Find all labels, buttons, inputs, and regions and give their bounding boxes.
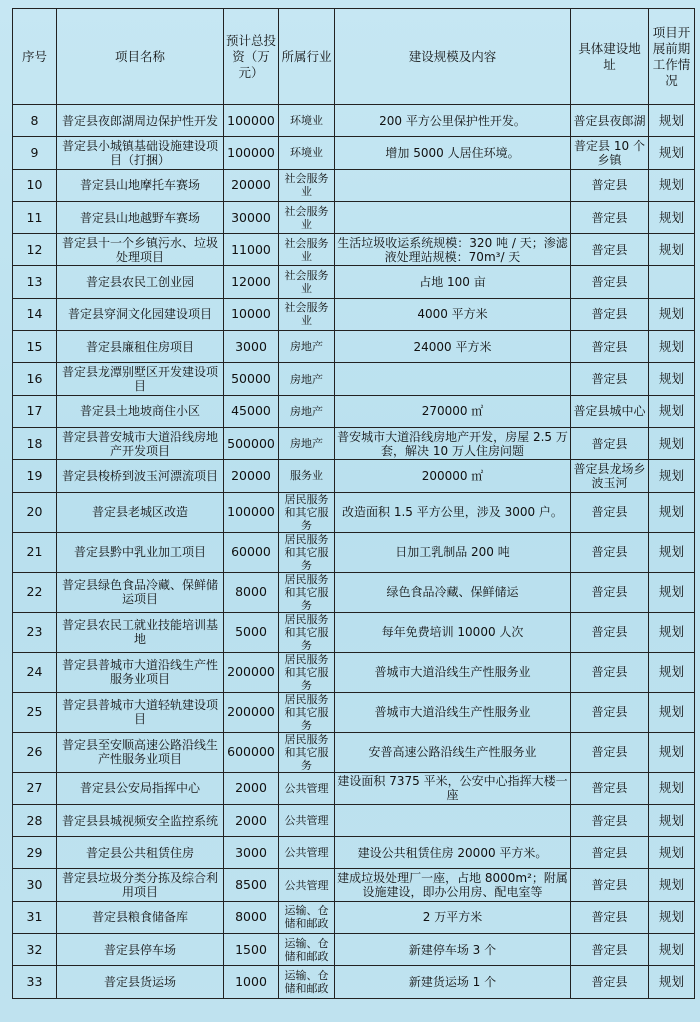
cell-seq: 8 <box>13 105 57 137</box>
cell-status: 规划 <box>649 201 695 233</box>
cell-name: 普定县黔中乳业加工项目 <box>57 532 224 572</box>
cell-name: 普定县夜郎湖周边保护性开发 <box>57 105 224 137</box>
cell-scope: 建设面积 7375 平米，公安中心指挥大楼一座 <box>335 772 571 804</box>
cell-industry: 服务业 <box>279 460 335 492</box>
cell-investment: 100000 <box>224 492 279 532</box>
header-location: 具体建设地址 <box>571 9 649 105</box>
cell-status: 规划 <box>649 869 695 901</box>
cell-name: 普定县农民工就业技能培训基地 <box>57 612 224 652</box>
cell-status: 规划 <box>649 692 695 732</box>
cell-location: 普定县 10 个乡镇 <box>571 137 649 169</box>
cell-location: 普定县 <box>571 692 649 732</box>
cell-name: 普定县普城市大道沿线生产性服务业项目 <box>57 652 224 692</box>
cell-scope: 270000 ㎡ <box>335 395 571 427</box>
cell-location: 普定县 <box>571 427 649 459</box>
cell-seq: 16 <box>13 363 57 395</box>
table-row <box>13 837 695 869</box>
cell-status: 规划 <box>649 105 695 137</box>
cell-industry: 居民服务和其它服务 <box>279 692 335 732</box>
cell-location: 普定县 <box>571 804 649 836</box>
cell-location: 普定县 <box>571 169 649 201</box>
table-row <box>13 266 695 298</box>
cell-name: 普定县农民工创业园 <box>57 266 224 298</box>
cell-seq: 26 <box>13 732 57 772</box>
cell-industry: 社会服务业 <box>279 298 335 330</box>
cell-status: 规划 <box>649 732 695 772</box>
cell-location: 普定县 <box>571 201 649 233</box>
cell-industry: 公共管理 <box>279 772 335 804</box>
cell-industry: 社会服务业 <box>279 169 335 201</box>
cell-location: 普定县 <box>571 492 649 532</box>
cell-investment: 200000 <box>224 692 279 732</box>
cell-name: 普定县廉租住房项目 <box>57 331 224 363</box>
cell-name: 普定县山地摩托车赛场 <box>57 169 224 201</box>
cell-scope: 普城市大道沿线生产性服务业 <box>335 652 571 692</box>
cell-scope: 安普高速公路沿线生产性服务业 <box>335 732 571 772</box>
cell-seq: 14 <box>13 298 57 330</box>
cell-investment: 60000 <box>224 532 279 572</box>
table-row <box>13 395 695 427</box>
cell-location: 普定县 <box>571 901 649 933</box>
cell-location: 普定县 <box>571 934 649 966</box>
cell-seq: 30 <box>13 869 57 901</box>
cell-investment: 20000 <box>224 460 279 492</box>
cell-industry: 社会服务业 <box>279 234 335 266</box>
cell-status: 规划 <box>649 966 695 998</box>
table-row <box>13 572 695 612</box>
cell-seq: 29 <box>13 837 57 869</box>
cell-industry: 房地产 <box>279 363 335 395</box>
cell-scope <box>335 804 571 836</box>
cell-name: 普定县龙潭别墅区开发建设项目 <box>57 363 224 395</box>
cell-name: 普定县县城视频安全监控系统 <box>57 804 224 836</box>
cell-industry: 居民服务和其它服务 <box>279 572 335 612</box>
cell-industry: 环境业 <box>279 105 335 137</box>
cell-status: 规划 <box>649 234 695 266</box>
cell-investment: 200000 <box>224 652 279 692</box>
cell-name: 普定县普安城市大道沿线房地产开发项目 <box>57 427 224 459</box>
cell-name: 普定县老城区改造 <box>57 492 224 532</box>
cell-investment: 8500 <box>224 869 279 901</box>
cell-status: 规划 <box>649 652 695 692</box>
cell-scope: 绿色食品冷藏、保鲜储运 <box>335 572 571 612</box>
cell-status: 规划 <box>649 460 695 492</box>
header-investment: 预计总投资（万元） <box>224 9 279 105</box>
cell-location: 普定县 <box>571 298 649 330</box>
cell-industry: 居民服务和其它服务 <box>279 532 335 572</box>
cell-status: 规划 <box>649 427 695 459</box>
cell-investment: 12000 <box>224 266 279 298</box>
cell-industry: 环境业 <box>279 137 335 169</box>
cell-scope <box>335 169 571 201</box>
cell-location: 普定县 <box>571 966 649 998</box>
cell-location: 普定县 <box>571 732 649 772</box>
cell-status: 规划 <box>649 934 695 966</box>
cell-scope <box>335 363 571 395</box>
table-row <box>13 137 695 169</box>
cell-seq: 18 <box>13 427 57 459</box>
cell-scope: 200 平方公里保护性开发。 <box>335 105 571 137</box>
cell-seq: 24 <box>13 652 57 692</box>
cell-seq: 27 <box>13 772 57 804</box>
header-industry: 所属行业 <box>279 9 335 105</box>
cell-industry: 公共管理 <box>279 804 335 836</box>
table-row <box>13 692 695 732</box>
cell-location: 普定县城中心 <box>571 395 649 427</box>
cell-status: 规划 <box>649 901 695 933</box>
cell-seq: 23 <box>13 612 57 652</box>
cell-location: 普定县 <box>571 772 649 804</box>
table-row <box>13 612 695 652</box>
cell-seq: 31 <box>13 901 57 933</box>
cell-status: 规划 <box>649 804 695 836</box>
project-table <box>12 8 695 999</box>
cell-seq: 28 <box>13 804 57 836</box>
cell-scope: 普城市大道沿线生产性服务业 <box>335 692 571 732</box>
header-name: 项目名称 <box>57 9 224 105</box>
table-row <box>13 363 695 395</box>
cell-investment: 2000 <box>224 772 279 804</box>
cell-seq: 10 <box>13 169 57 201</box>
cell-industry: 居民服务和其它服务 <box>279 732 335 772</box>
table-row <box>13 298 695 330</box>
table-row <box>13 169 695 201</box>
cell-investment: 100000 <box>224 137 279 169</box>
cell-industry: 运输、仓储和邮政 <box>279 934 335 966</box>
table-row <box>13 901 695 933</box>
header-scope: 建设规模及内容 <box>335 9 571 105</box>
cell-scope <box>335 201 571 233</box>
cell-industry: 公共管理 <box>279 837 335 869</box>
cell-name: 普定县土地坡商住小区 <box>57 395 224 427</box>
cell-investment: 10000 <box>224 298 279 330</box>
cell-location: 普定县 <box>571 331 649 363</box>
cell-industry: 运输、仓储和邮政 <box>279 901 335 933</box>
cell-location: 普定县夜郎湖 <box>571 105 649 137</box>
cell-industry: 居民服务和其它服务 <box>279 492 335 532</box>
cell-industry: 居民服务和其它服务 <box>279 652 335 692</box>
cell-investment: 8000 <box>224 572 279 612</box>
cell-location: 普定县 <box>571 869 649 901</box>
cell-investment: 2000 <box>224 804 279 836</box>
cell-name: 普定县垃圾分类分拣及综合利用项目 <box>57 869 224 901</box>
cell-status: 规划 <box>649 331 695 363</box>
cell-investment: 30000 <box>224 201 279 233</box>
cell-scope: 日加工乳制品 200 吨 <box>335 532 571 572</box>
cell-name: 普定县梭桥到波玉河漂流项目 <box>57 460 224 492</box>
header-seq: 序号 <box>13 9 57 105</box>
cell-industry: 公共管理 <box>279 869 335 901</box>
cell-name: 普定县粮食储备库 <box>57 901 224 933</box>
cell-seq: 17 <box>13 395 57 427</box>
cell-location: 普定县 <box>571 837 649 869</box>
cell-investment: 8000 <box>224 901 279 933</box>
cell-scope: 4000 平方米 <box>335 298 571 330</box>
cell-scope: 占地 100 亩 <box>335 266 571 298</box>
cell-scope: 建设公共租赁住房 20000 平方米。 <box>335 837 571 869</box>
cell-status: 规划 <box>649 137 695 169</box>
cell-investment: 600000 <box>224 732 279 772</box>
cell-seq: 20 <box>13 492 57 532</box>
header-status: 项目开展前期工作情况 <box>649 9 695 105</box>
cell-location: 普定县 <box>571 363 649 395</box>
cell-investment: 100000 <box>224 105 279 137</box>
cell-name: 普定县十一个乡镇污水、垃圾处理项目 <box>57 234 224 266</box>
cell-investment: 45000 <box>224 395 279 427</box>
cell-scope: 新建停车场 3 个 <box>335 934 571 966</box>
cell-name: 普定县停车场 <box>57 934 224 966</box>
table-row <box>13 652 695 692</box>
table-row <box>13 804 695 836</box>
cell-seq: 25 <box>13 692 57 732</box>
cell-investment: 3000 <box>224 331 279 363</box>
cell-seq: 13 <box>13 266 57 298</box>
cell-location: 普定县 <box>571 652 649 692</box>
cell-status: 规划 <box>649 772 695 804</box>
cell-industry: 房地产 <box>279 331 335 363</box>
cell-status: 规划 <box>649 532 695 572</box>
cell-industry: 房地产 <box>279 427 335 459</box>
table-row <box>13 732 695 772</box>
table-row <box>13 234 695 266</box>
cell-scope: 普安城市大道沿线房地产开发，房屋 2.5 万套，解决 10 万人住房问题 <box>335 427 571 459</box>
table-row <box>13 492 695 532</box>
cell-scope: 新建货运场 1 个 <box>335 966 571 998</box>
cell-scope: 200000 ㎡ <box>335 460 571 492</box>
cell-investment: 1000 <box>224 966 279 998</box>
table-row <box>13 869 695 901</box>
cell-investment: 20000 <box>224 169 279 201</box>
cell-name: 普定县小城镇基础设施建设项目（打捆） <box>57 137 224 169</box>
cell-scope: 增加 5000 人居住环境。 <box>335 137 571 169</box>
cell-investment: 3000 <box>224 837 279 869</box>
cell-seq: 33 <box>13 966 57 998</box>
table-row <box>13 427 695 459</box>
table-row <box>13 201 695 233</box>
cell-industry: 居民服务和其它服务 <box>279 612 335 652</box>
cell-location: 普定县 <box>571 532 649 572</box>
cell-status: 规划 <box>649 837 695 869</box>
cell-status: 规划 <box>649 395 695 427</box>
cell-industry: 房地产 <box>279 395 335 427</box>
table-row <box>13 966 695 998</box>
table-header-row <box>13 9 695 105</box>
cell-industry: 运输、仓储和邮政 <box>279 966 335 998</box>
cell-scope: 每年免费培训 10000 人次 <box>335 612 571 652</box>
table-body <box>13 105 695 999</box>
cell-status: 规划 <box>649 169 695 201</box>
table-row <box>13 331 695 363</box>
cell-status: 规划 <box>649 612 695 652</box>
table-row <box>13 460 695 492</box>
cell-scope: 建成垃圾处理厂一座，占地 8000m²；附属设施建设，即办公用房、配电室等 <box>335 869 571 901</box>
cell-name: 普定县普城市大道轻轨建设项目 <box>57 692 224 732</box>
cell-seq: 11 <box>13 201 57 233</box>
cell-scope: 24000 平方米 <box>335 331 571 363</box>
cell-seq: 15 <box>13 331 57 363</box>
cell-seq: 12 <box>13 234 57 266</box>
cell-industry: 社会服务业 <box>279 201 335 233</box>
cell-scope: 生活垃圾收运系统规模：320 吨 / 天；渗滤液处理站规模：70m³/ 天 <box>335 234 571 266</box>
cell-investment: 500000 <box>224 427 279 459</box>
cell-name: 普定县货运场 <box>57 966 224 998</box>
cell-investment: 5000 <box>224 612 279 652</box>
table-row <box>13 532 695 572</box>
table-row <box>13 105 695 137</box>
cell-name: 普定县公安局指挥中心 <box>57 772 224 804</box>
cell-seq: 9 <box>13 137 57 169</box>
cell-status: 规划 <box>649 298 695 330</box>
cell-name: 普定县绿色食品冷藏、保鲜储运项目 <box>57 572 224 612</box>
cell-investment: 50000 <box>224 363 279 395</box>
cell-status: 规划 <box>649 492 695 532</box>
cell-status: 规划 <box>649 572 695 612</box>
table-row <box>13 934 695 966</box>
cell-name: 普定县穿洞文化园建设项目 <box>57 298 224 330</box>
cell-seq: 21 <box>13 532 57 572</box>
cell-location: 普定县 <box>571 266 649 298</box>
cell-investment: 11000 <box>224 234 279 266</box>
table-row <box>13 772 695 804</box>
cell-industry: 社会服务业 <box>279 266 335 298</box>
cell-scope: 2 万平方米 <box>335 901 571 933</box>
cell-location: 普定县 <box>571 572 649 612</box>
cell-location: 普定县龙场乡波玉河 <box>571 460 649 492</box>
cell-name: 普定县至安顺高速公路沿线生产性服务业项目 <box>57 732 224 772</box>
cell-name: 普定县山地越野车赛场 <box>57 201 224 233</box>
cell-status <box>649 266 695 298</box>
cell-seq: 19 <box>13 460 57 492</box>
cell-status: 规划 <box>649 363 695 395</box>
cell-location: 普定县 <box>571 612 649 652</box>
cell-seq: 22 <box>13 572 57 612</box>
cell-scope: 改造面积 1.5 平方公里，涉及 3000 户。 <box>335 492 571 532</box>
cell-investment: 1500 <box>224 934 279 966</box>
cell-location: 普定县 <box>571 234 649 266</box>
cell-seq: 32 <box>13 934 57 966</box>
cell-name: 普定县公共租赁住房 <box>57 837 224 869</box>
